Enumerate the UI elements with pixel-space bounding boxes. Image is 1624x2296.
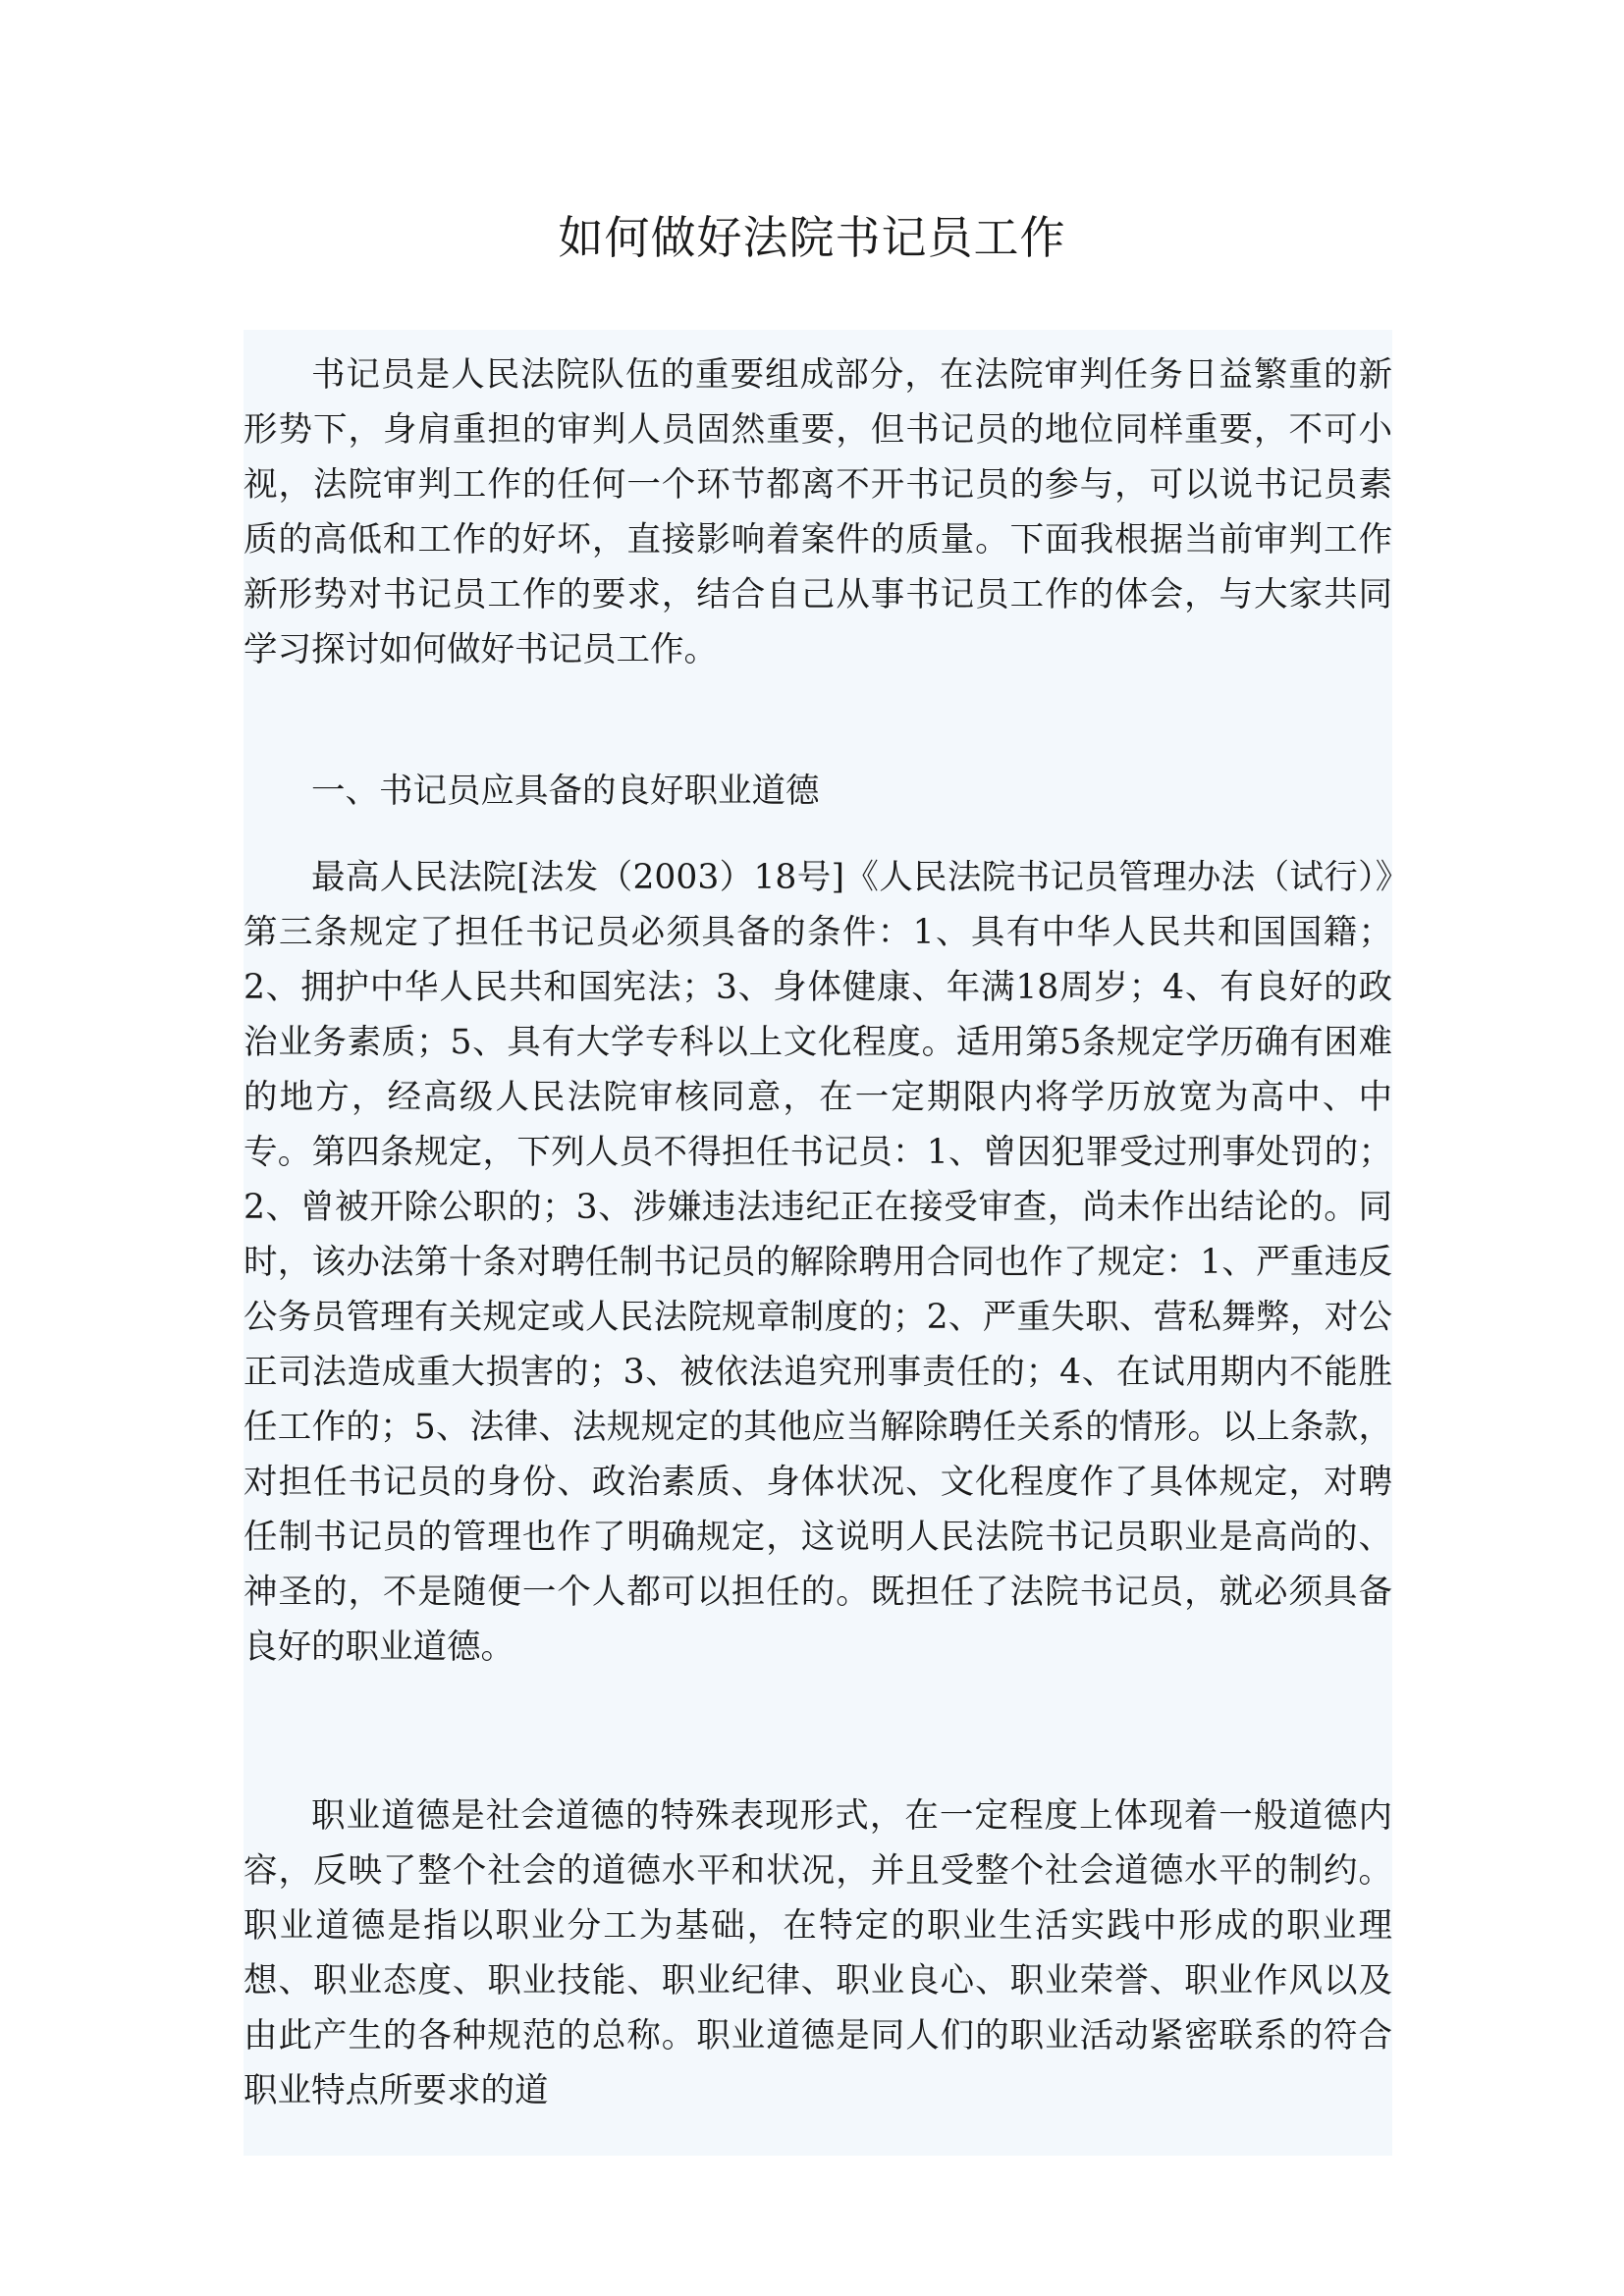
paragraph-intro: 书记员是人民法院队伍的重要组成部分，在法院审判任务日益繁重的新形势下，身肩重担的审判人员固然重要，但书记员的地位同样重要，不可小视，法院审判工作的任何一个环节都离不开书记员的参与，可以说书记员素质的高低和工作的好坏，直接影响着案件的质量。下面我根据当前审判工作新形势对书记员工作的要求，结合自己从事书记员工作的体会，与大家共同学习探讨如何做好书记员工作。 xyxy=(244,355,1392,669)
document-body xyxy=(244,330,1392,2156)
section-heading-1: 一、书记员应具备的良好职业道德 xyxy=(311,772,820,811)
paragraph-regulations: 最高人民法院[法发（2003）18号]《人民法院书记员管理办法（试行）》第三条规定了担任书记员必须具备的条件：1、具有中华人民共和国国籍；2、拥护中华人民共和国宪法；3、身体健康、年满18周岁；4、有良好的政治业务素质；5、具有大学专科以上文化程度。适用第5条规定学历确有困难的地方，经高级人民法院审核同意，在一定期限内将学历放宽为高中、中专。第四条规定，下列人员不得担任书记员：1、曾因犯罪受过刑事处罚的；2、曾被开除公职的；3、涉嫌违法违纪正在接受审查，尚未作出结论的。同时，该办法第十条对聘任制书记员的解除聘用合同也作了规定：1、严重违反公务员管理有关规定或人民法院规章制度的；2、严重失职、营私舞弊，对公正司法造成重大损害的；3、被依法追究刑事责任的；4、在试用期内不能胜任工作的；5、法律、法规规定的其他应当解除聘任关系的情形。以上条款，对担任书记员的身份、政治素质、身体状况、文化程度作了具体规定，对聘任制书记员的管理也作了明确规定，这说明人民法院书记员职业是高尚的、神圣的，不是随便一个人都可以担任的。既担任了法院书记员，就必须具备良好的职业道德。 xyxy=(244,858,1392,1667)
page-title: 如何做好法院书记员工作 xyxy=(558,211,1066,264)
paragraph-professional-ethics: 职业道德是社会道德的特殊表现形式，在一定程度上体现着一般道德内容，反映了整个社会的道德水平和状况，并且受整个社会道德水平的制约。职业道德是指以职业分工为基础，在特定的职业生活实践中形成的职业理想、职业态度、职业技能、职业纪律、职业良心、职业荣誉、职业作风以及由此产生的各种规范的总称。职业道德是同人们的职业活动紧密联系的符合职业特点所要求的道 xyxy=(244,1796,1392,2110)
